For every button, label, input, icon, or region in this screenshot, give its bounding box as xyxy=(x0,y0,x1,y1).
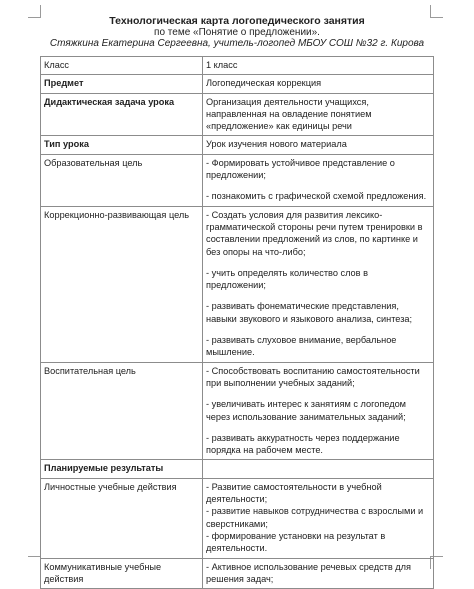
list-item: - развивать слуховое внимание, вербальное мышление. xyxy=(206,335,397,358)
class-value: 1 класс xyxy=(203,57,434,75)
planned-results-value xyxy=(203,460,434,478)
table-row xyxy=(41,206,434,362)
educational-goal-label: Образовательная цель xyxy=(41,154,203,206)
table-row xyxy=(41,136,434,154)
table-row xyxy=(41,478,434,558)
list-item: - Развитие самостоятельности в учебной деятельности; xyxy=(206,481,382,505)
list-item: - Создать условия для развития лексико-грамматической стороны речи путем тренировки в составлении предложений из слов, по картинке и без опоры на что-либо; xyxy=(206,209,423,257)
planned-results-label: Планируемые результаты xyxy=(41,460,203,478)
list-item: - формирование установки на результат в деятельности. xyxy=(206,530,386,554)
list-item: - Способствовать воспитанию самостоятельности при выполнении учебных заданий; xyxy=(206,365,420,388)
communicative-actions-label: Коммуникативные учебные действия xyxy=(41,558,203,589)
subject-label: Предмет xyxy=(41,75,203,93)
personal-actions-value xyxy=(203,478,434,558)
upbringing-goal-value xyxy=(203,362,434,460)
communicative-actions-value xyxy=(203,558,434,589)
table-row xyxy=(41,57,434,75)
didactic-task-label: Дидактическая задача урока xyxy=(41,93,203,136)
list-item: - Активное использование речевых средств для решения задач; xyxy=(206,561,412,584)
list-item: - развитие навыков сотрудничества с взрослыми и сверстниками; xyxy=(206,506,424,529)
table-row xyxy=(41,93,434,136)
document-topic: по теме «Понятие о предложении». xyxy=(154,27,320,38)
table-row xyxy=(41,75,434,93)
didactic-task-value: Организация деятельности учащихся, направленная на овладение понятием «предложение» как единицы речи xyxy=(203,93,434,136)
table-row xyxy=(41,460,434,478)
document-header xyxy=(40,15,434,50)
table-row xyxy=(41,558,434,589)
personal-actions-label: Личностные учебные действия xyxy=(41,478,203,558)
upbringing-goal-label: Воспитательная цель xyxy=(41,362,203,460)
correction-goal-label: Коррекционно-развивающая цель xyxy=(41,206,203,362)
lesson-type-label: Тип урока xyxy=(41,136,203,154)
document-author: Стяжкина Екатерина Сергеевна, учитель-логопед МБОУ СОШ №32 г. Кирова xyxy=(49,38,425,49)
lesson-plan-table xyxy=(40,56,434,589)
list-item: - Формировать устойчивое представление о предложении; xyxy=(206,157,395,181)
table-row xyxy=(41,154,434,206)
educational-goal-value xyxy=(203,154,434,206)
subject-value: Логопедическая коррекция xyxy=(203,75,434,93)
list-item: - развивать аккуратность через поддержание порядка на рабочем месте. xyxy=(206,432,400,456)
lesson-type-value: Урок изучения нового материала xyxy=(203,136,434,154)
table-row xyxy=(41,362,434,460)
correction-goal-value xyxy=(203,206,434,362)
list-item: - учить определять количество слов в предложении; xyxy=(206,267,368,291)
list-item: - увеличивать интерес к занятиям с логопедом через использование занимательных заданий; xyxy=(206,399,406,422)
list-item: - познакомить с графической схемой предложения. xyxy=(206,191,427,202)
class-label: Класс xyxy=(41,57,203,75)
document-title: Технологическая карта логопедического занятия xyxy=(109,15,365,27)
list-item: - развивать фонематические представления, навыки звукового и языкового анализа, синтеза; xyxy=(206,301,413,324)
